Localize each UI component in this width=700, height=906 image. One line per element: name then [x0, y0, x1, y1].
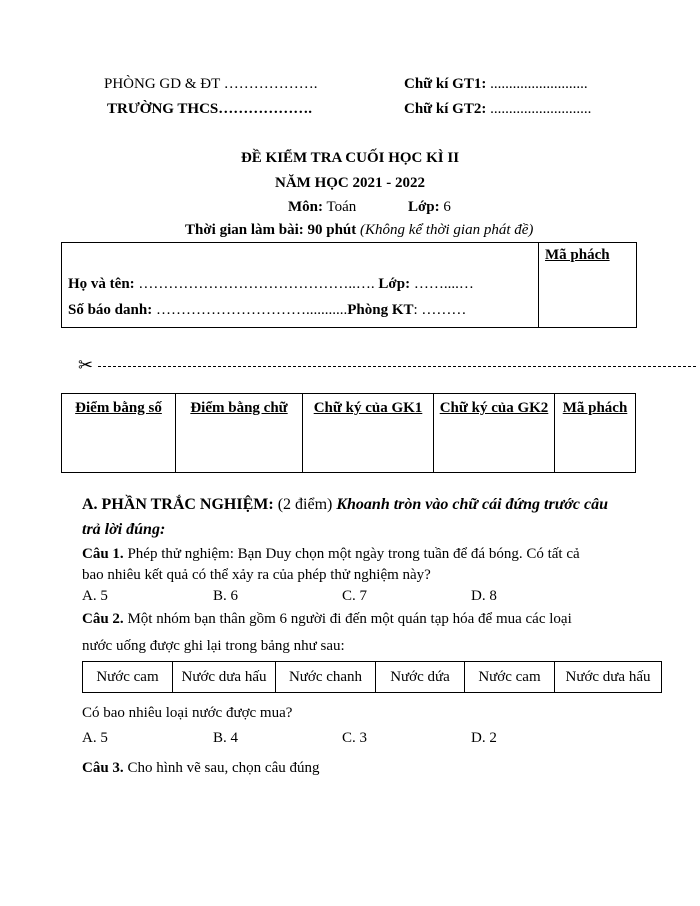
q2-label: Câu 2.	[82, 611, 124, 627]
drinks-row	[83, 662, 662, 693]
time-note: (Không kể thời gian phát đề)	[356, 222, 534, 238]
cut-line	[98, 366, 696, 367]
class-label: Lớp:	[378, 276, 411, 292]
q2-option-c[interactable]: C. 3	[342, 730, 368, 746]
examiner1-label: Chữ kí GT1:	[404, 76, 487, 92]
grade-label: Lớp:	[408, 199, 440, 215]
code-divider	[538, 242, 539, 328]
name-dots: ……………………………………..….	[134, 276, 375, 292]
q1-label: Câu 1.	[82, 546, 124, 562]
q1-option-d[interactable]: D. 8	[471, 588, 497, 604]
q1-option-c[interactable]: C. 7	[342, 588, 368, 604]
section-a-instruction: Khoanh tròn vào chữ cái đứng trước câu	[336, 496, 608, 513]
q2-option-b[interactable]: B. 4	[213, 730, 239, 746]
drink-cell: Nước cam	[465, 662, 555, 693]
q2-text-cont: nước uống được ghi lại trong bảng như sau:	[82, 638, 345, 654]
drink-cell: Nước chanh	[276, 662, 376, 693]
examiner1-signature	[404, 76, 588, 93]
q1-text-cont: bao nhiêu kết quả có thể xảy ra của phép thử nghiệm này?	[82, 567, 431, 583]
grade-value: 6	[439, 199, 451, 215]
secret-code-label: Mã phách	[545, 247, 610, 263]
q1-text: Phép thử nghiệm: Bạn Duy chọn một ngày trong tuần để đá bóng. Có tất cả	[123, 546, 580, 562]
time-label: Thời gian làm bài: 90 phút	[185, 222, 357, 238]
q2-text: Một nhóm bạn thân gồm 6 người đi đến một quán tạp hóa để mua các loại	[123, 611, 572, 627]
grade-line	[408, 199, 451, 216]
subject-line	[288, 199, 356, 216]
score-number-cell: Điểm bằng số	[62, 394, 176, 473]
examiner2-signature	[404, 101, 591, 118]
school-year: NĂM HỌC 2021 - 2022	[275, 175, 425, 191]
score-table	[61, 393, 636, 473]
gk1-signature-cell: Chữ ký của GK1	[303, 394, 434, 473]
time-line	[185, 222, 533, 239]
q1-option-a[interactable]: A. 5	[82, 588, 108, 604]
student-name-field[interactable]	[68, 276, 474, 293]
score-table-row	[62, 394, 636, 473]
room-label: Phòng KT	[347, 302, 414, 318]
name-label: Họ và tên:	[68, 276, 135, 292]
q2-option-d[interactable]: D. 2	[471, 730, 497, 746]
section-a-heading	[82, 496, 608, 514]
q1-option-b[interactable]: B. 6	[213, 588, 239, 604]
section-a-label: A. PHẦN TRẮC NGHIỆM:	[82, 496, 274, 513]
subject-value: Toán	[323, 199, 357, 215]
examiner1-dots: ..........................	[486, 76, 588, 92]
exam-title: ĐỀ KIỂM TRA CUỐI HỌC KÌ II	[240, 150, 460, 166]
question-2	[82, 611, 572, 628]
drinks-table	[82, 661, 662, 693]
gk2-signature-cell: Chữ ký của GK2	[434, 394, 555, 473]
drink-cell: Nước dưa hấu	[173, 662, 276, 693]
candidate-number-field[interactable]	[68, 302, 466, 319]
sbd-label: Số báo danh:	[68, 302, 153, 318]
q3-label: Câu 3.	[82, 760, 124, 776]
q2-option-a[interactable]: A. 5	[82, 730, 108, 746]
question-1	[82, 546, 580, 563]
department-line: PHÒNG GD & ĐT ……………….	[104, 76, 318, 92]
sbd-dots: …………………………...........	[152, 302, 348, 318]
class-dots: ……....…	[410, 276, 474, 292]
scissors-icon: ✂	[78, 355, 94, 376]
score-words-cell: Điểm bằng chữ	[176, 394, 303, 473]
drink-cell: Nước dứa	[376, 662, 465, 693]
score-code-cell: Mã phách	[555, 394, 636, 473]
q3-text: Cho hình vẽ sau, chọn câu đúng	[123, 760, 320, 776]
section-a-instruction-cont: trả lời đúng:	[82, 521, 166, 538]
room-dots: : ………	[413, 302, 467, 318]
section-a-points: (2 điểm)	[273, 496, 337, 513]
examiner2-label: Chữ kí GT2:	[404, 101, 487, 117]
q2-question: Có bao nhiêu loại nước được mua?	[82, 705, 293, 721]
drink-cell: Nước cam	[83, 662, 173, 693]
subject-label: Môn:	[288, 199, 323, 215]
examiner2-dots: ...........................	[486, 101, 592, 117]
question-3	[82, 760, 320, 777]
drink-cell: Nước dưa hấu	[555, 662, 662, 693]
school-line: TRƯỜNG THCS……………….	[107, 101, 313, 117]
